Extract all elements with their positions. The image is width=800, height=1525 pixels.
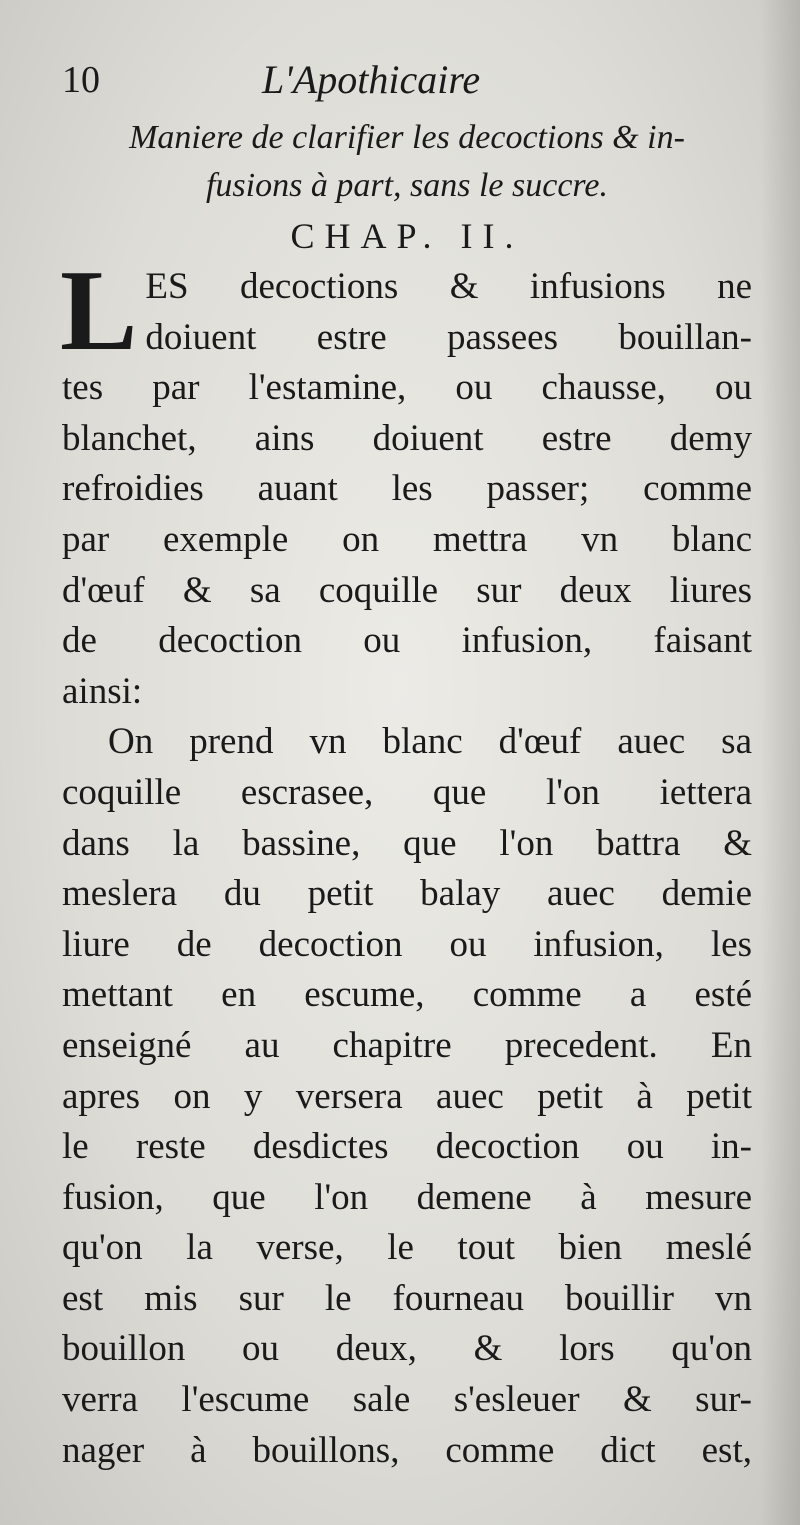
text-line: qu'on la verse, le tout bien meslé — [62, 1227, 752, 1269]
drop-cap: L — [60, 247, 138, 375]
text-line: enseigné au chapitre precedent. En — [62, 1024, 752, 1066]
paragraph-2 — [62, 717, 752, 1476]
text-line: bouillon ou deux, & lors qu'on — [62, 1328, 752, 1370]
chapter-heading-line-2: fusions à part, sans le succre. — [205, 167, 608, 204]
page-edge-shadow — [760, 0, 800, 1525]
text-line: liure de decoction ou infusion, les — [62, 923, 752, 965]
text-line: d'œuf & sa coquille sur deux liures — [62, 569, 752, 611]
chapter-heading-line-1: Maniere de clarifier les decoctions & in- — [129, 119, 685, 156]
page-number: 10 — [62, 59, 100, 101]
text-line: tes par l'estamine, ou chausse, ou — [62, 367, 752, 409]
text-line: coquille escrasee, que l'on iettera — [62, 771, 752, 813]
running-head — [62, 40, 752, 114]
text-line: nager à bouillons, comme dict est, — [62, 1429, 752, 1471]
paragraph-1 — [60, 247, 752, 717]
text-line: refroidies auant les passer; comme — [62, 468, 752, 510]
text-line: blanchet, ains doiuent estre demy — [62, 417, 752, 459]
text-line: ainsi: — [62, 670, 143, 712]
text-line: mettant en escume, comme a esté — [62, 974, 752, 1016]
text-line: apres on y versera auec petit à petit — [62, 1075, 752, 1117]
text-block — [62, 40, 752, 1476]
text-line: doiuent estre passees bouillan- — [145, 316, 752, 358]
text-line: On prend vn blanc d'œuf auec sa — [108, 721, 752, 763]
text-line: verra l'escume sale s'esleuer & sur- — [62, 1379, 752, 1421]
text-line: est mis sur le fourneau bouillir vn — [62, 1277, 752, 1319]
text-line: de decoction ou infusion, faisant — [62, 620, 752, 662]
text-line: dans la bassine, que l'on battra & — [62, 822, 752, 864]
text-line: le reste desdictes decoction ou in- — [62, 1126, 752, 1168]
chapter-label: CHAP. II. — [290, 216, 524, 256]
running-title: L'Apothicaire — [262, 57, 481, 102]
text-line: fusion, que l'on demene à mesure — [62, 1176, 752, 1218]
text-line: par exemple on mettra vn blanc — [62, 518, 752, 560]
text-line: meslera du petit balay auec demie — [62, 873, 752, 915]
text-line: ES decoctions & infusions ne — [145, 266, 752, 307]
